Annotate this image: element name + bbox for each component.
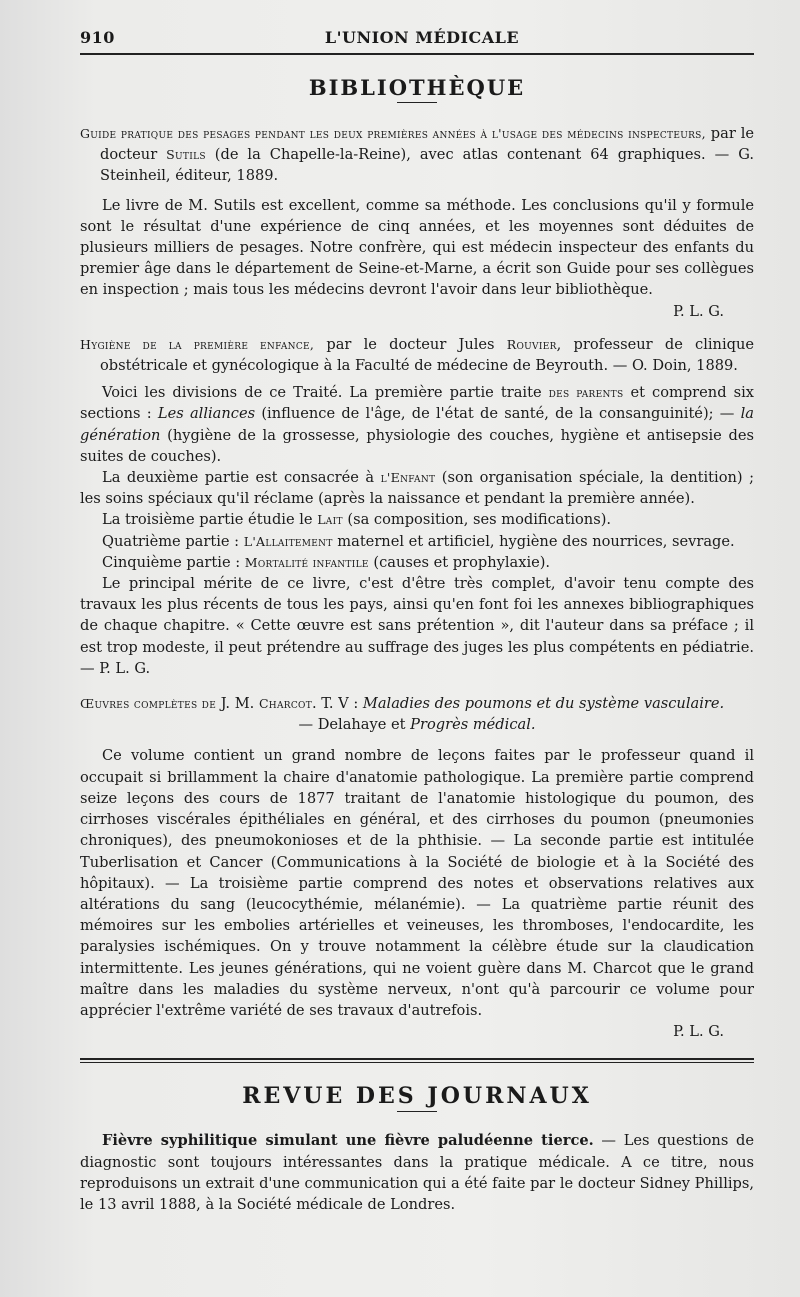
section-title-bibliotheque: BIBLIOTHÈQUE	[308, 75, 526, 100]
review-paragraph	[80, 552, 754, 573]
text-smallcaps: Lait	[317, 512, 343, 528]
section-title-revue: REVUE DES JOURNAUX	[242, 1083, 592, 1110]
text: maternel et artificiel, hygiène des nourrices, sevrage.	[332, 532, 735, 550]
text-smallcaps: des parents	[548, 385, 624, 401]
ref-text: . T. V :	[312, 695, 363, 713]
review-paragraph	[80, 467, 754, 509]
book-review-charcot	[80, 693, 754, 1042]
text: La deuxième partie est consacrée à	[102, 469, 381, 487]
ref-text: (de la Chapelle-la-Reine), avec atlas contenant 64 graphiques. — G. Steinheil, éditeur, 1889.	[100, 146, 754, 185]
text: (hygiène de la grossesse, physiologie des couches, hygiène et antisepsie des suites de couches).	[80, 426, 754, 465]
text: et comprend six sections :	[80, 384, 754, 423]
text-smallcaps: l'Enfant	[380, 470, 436, 486]
author-name: Sutils	[166, 147, 206, 163]
revue-body	[80, 1130, 754, 1215]
review-paragraph	[80, 382, 754, 467]
book-title: Guide pratique des pesages pendant les deux premières années à l'usage des médecins inspecteurs,	[80, 126, 706, 141]
book-subtitle: Maladies des poumons et du système vasculaire.	[362, 695, 725, 713]
book-reference	[80, 693, 754, 714]
book-title: Hygiène de la première enfance,	[80, 336, 315, 352]
article-heading: Fièvre syphilitique simulant une fièvre paludéenne tierce.	[102, 1132, 594, 1150]
review-paragraph: Ce volume contient un grand nombre de leçons faites par le professeur quand il occupait si brillamment la chaire d'anatomie pathologique. La première partie comprend seize leçons des cours de 1877 traitant de l'anatomie histologique du poumon, des cirrhoses viscérales épithéliales en général, et des cirrhoses du poumon (pneumonies chroniques), des pneumokonioses et de la phthisie. — La seconde partie est intitulée Tuberlisation et Cancer (Communications à la Société de biologie et à la Société des hôpitaux). — La troisième partie comprend des notes et observations relatives aux altérations du sang (leucocythémie, mélanémie). — La quatrième partie réunit des mémoires sur les embolies artérielles et veineuses, les thromboses, l'endocardite, les paralysies ischémiques. On y trouve notamment la célèbre étude sur la claudication intermittente. Les jeunes générations, qui ne voient guère dans M. Charcot que le grand maître dans les maladies du système nerveux, n'ont qu'à parcourir ce volume pour apprécier l'extrême variété de ses travaux d'autrefois.	[80, 747, 754, 1019]
ref-text: par le docteur Jules	[314, 335, 507, 353]
title-underline	[397, 1111, 437, 1112]
text-italic: Progrès médical.	[410, 716, 536, 734]
journal-title: L'UNION MÉDICALE	[324, 28, 520, 47]
book-reference	[80, 334, 754, 376]
ref-text: par le docteur	[100, 125, 754, 164]
running-header	[80, 28, 754, 47]
text: (son organisation spéciale, la dentition) ; les soins spéciaux qu'il réclame (après la naissance et pendant la première année).	[80, 469, 754, 508]
publisher-line	[80, 714, 754, 735]
author-name: Charcot	[258, 696, 312, 712]
header-rule	[80, 53, 754, 55]
section-divider	[80, 1058, 754, 1060]
ref-text: J. M.	[216, 695, 259, 713]
text-smallcaps: L'Allaitement	[243, 533, 333, 549]
review-paragraph: Le livre de M. Sutils est excellent, comme sa méthode. Les conclusions qu'il y formule sont le résultat d'une expérience de cinq années, et les moyennes sont déduites de plusieurs milliers de pesages. Notre confrère, qui est médecin inspecteur des enfants du premier âge dans le département de Seine-et-Marne, a écrit son Guide pour ses collègues en inspection ; mais tous les médecins devront l'avoir dans leur bibliothèque.	[80, 196, 754, 299]
text: — Les questions de diagnostic sont toujours intéressantes dans la pratique médicale. A ce titre, nous reproduisons un extrait d'une communication qui a été faite par le docteur Sidney Phillips, le 13 avril 1888, à la Société médicale de Londres.	[80, 1132, 754, 1213]
text: Cinquième partie :	[102, 553, 245, 571]
book-title: Œuvres complètes de	[80, 696, 217, 712]
text: (sa composition, ses modifications).	[342, 511, 612, 529]
book-review-rouvier	[80, 334, 754, 679]
text: (influence de l'âge, de l'état de santé, de la consanguinité); —	[255, 405, 741, 423]
review-paragraph	[80, 531, 754, 552]
text-smallcaps: Mortalité infantile	[244, 554, 369, 570]
ref-text: , professeur de clinique obstétricale et gynécologique à la Faculté de médecine de Beyrouth. — O. Doin, 1889.	[100, 335, 754, 375]
revue-paragraph	[80, 1130, 754, 1215]
page-number: 910	[80, 28, 115, 47]
book-review-sutils	[80, 123, 754, 322]
article-body	[80, 123, 754, 1042]
signature: P. L. G.	[673, 1023, 724, 1041]
title-underline	[397, 102, 437, 103]
review-paragraph	[80, 509, 754, 530]
text-italic: la génération	[80, 405, 755, 444]
section-divider-thin	[80, 1062, 754, 1063]
text-italic: Les alliances	[157, 405, 256, 423]
text: La troisième partie étudie le	[102, 511, 318, 529]
text: Voici les divisions de ce Traité. La première partie traite	[102, 384, 549, 402]
text: Quatrième partie :	[102, 532, 244, 550]
author-name: Rouvier	[506, 336, 557, 352]
text: — Delahaye et	[298, 716, 411, 734]
text: (causes et prophylaxie).	[368, 553, 551, 571]
book-reference	[80, 123, 754, 187]
signature: P. L. G.	[673, 302, 724, 320]
review-paragraph: Le principal mérite de ce livre, c'est d'être très complet, d'avoir tenu compte des travaux les plus récents de tous les pays, ainsi qu'en font foi les annexes bibliographiques de chaque chapitre. « Cette œuvre est sans prétention », dit l'auteur dans sa préface ; il est trop modeste, il peut prétendre au suffrage des juges les plus compétents en pédiatrie. — P. L. G.	[80, 575, 754, 677]
